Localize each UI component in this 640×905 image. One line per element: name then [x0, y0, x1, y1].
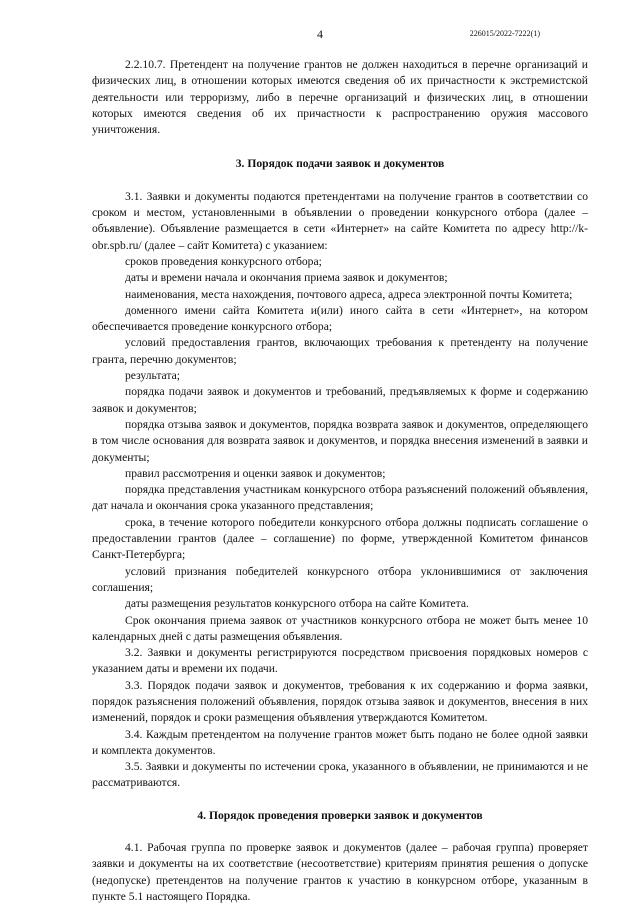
list-item: даты и времени начала и окончания приема заявок и документов; — [125, 271, 448, 285]
paragraph: Срок окончания приема заявок от участников конкурсного отбора не может быть менее 10 календарных дней с даты размещения объявления. — [92, 613, 588, 643]
page-number: 4 — [317, 27, 323, 41]
document-id: 226015/2022-7222(1) — [469, 29, 540, 38]
paragraph-4-1: 4.1. Рабочая группа по проверке заявок и документов (далее – рабочая группа) проверяет заявки и документы на их соответствие (несоответствие) критериям принятия решения о допуске (недопуске) претендентов на получение грантов к участию в конкурсном отборе, указанным в пункте 5.1 настоящего Порядка. — [92, 841, 588, 903]
list-item: правил рассмотрения и оценки заявок и документов; — [125, 466, 386, 480]
list-item: даты размещения результатов конкурсного отбора на сайте Комитета. — [125, 597, 469, 611]
paragraph: 3.1. Заявки и документы подаются претендентами на получение грантов в соответствии со сроком и местом, установленными в объявлении о проведении конкурсного отбора (далее – объявление). Объявление размещается в сети «Интернет» на сайте Комитета по адресу http://k-obr.spb.ru/ (далее – сайт Комитета) с указанием: — [92, 189, 588, 252]
list-item: условий признания победителей конкурсного отбора уклонившимися от заключения соглашения; — [92, 564, 588, 594]
list-item: результата; — [125, 369, 180, 383]
paragraph-3-4: 3.4. Каждым претендентом на получение грантов может быть подано не более одной заявки и комплекта документов. — [92, 727, 588, 757]
list-item: условий предоставления грантов, включающих требования к претенденту на получение гранта, перечню документов; — [92, 336, 588, 366]
section-3-body — [92, 189, 588, 792]
list-item: сроков проведения конкурсного отбора; — [125, 254, 322, 268]
list-item: порядка отзыва заявок и документов, порядка возврата заявок и документов, определяющего в том числе основания для возврата заявок и документов, и порядка внесения изменений в заявки и документы; — [92, 417, 588, 464]
list-item: срока, в течение которого победители конкурсного отбора должны подписать соглашение о предоставлении грантов (далее – соглашение) по форме, утвержденной Комитетом финансов Санкт-Петербурга; — [92, 515, 588, 562]
paragraph-3-2: 3.2. Заявки и документы регистрируются посредством присвоения порядковых номеров с указанием даты и времени их подачи. — [92, 646, 588, 676]
section-4-body — [92, 840, 588, 905]
paragraph-2-2-10-7: 2.2.10.7. Претендент на получение грантов не должен находиться в перечне организаций и физических лиц, в отношении которых имеются сведения об их причастности к экстремистской деятельности или терроризму, либо в перечне организаций и физических лиц, в отношении которых имеются сведения об их причастности к распространению оружия массового уничтожения. — [92, 58, 588, 137]
section-3-title: 3. Порядок подачи заявок и документов — [235, 157, 445, 171]
paragraph-3-5: 3.5. Заявки и документы по истечении срока, указанного в объявлении, не принимаются и не рассматриваются. — [92, 760, 588, 790]
list-item: порядка представления участникам конкурсного отбора разъяснений положений объявления, дат начала и окончания срока указанного представления; — [92, 483, 588, 513]
list-item: доменного имени сайта Комитета и(или) иного сайта в сети «Интернет», на котором обеспечивается проведение конкурсного отбора; — [92, 303, 588, 334]
document-body — [92, 57, 588, 905]
list-item: наименования, места нахождения, почтового адреса, адреса электронной почты Комитета; — [125, 287, 573, 301]
section-4-title: 4. Порядок проведения проверки заявок и документов — [197, 808, 483, 822]
list-item: порядка подачи заявок и документов и требований, предъявляемых к форме и содержанию заявок и документов; — [92, 385, 588, 415]
paragraph-3-3: 3.3. Порядок подачи заявок и документов, требования к их содержанию и форма заявки, порядок разъяснения положений объявления, порядок отзыва заявок и документов, внесения в них изменений, порядок и сроки размещения объявления утверждаются Комитетом. — [92, 678, 588, 725]
